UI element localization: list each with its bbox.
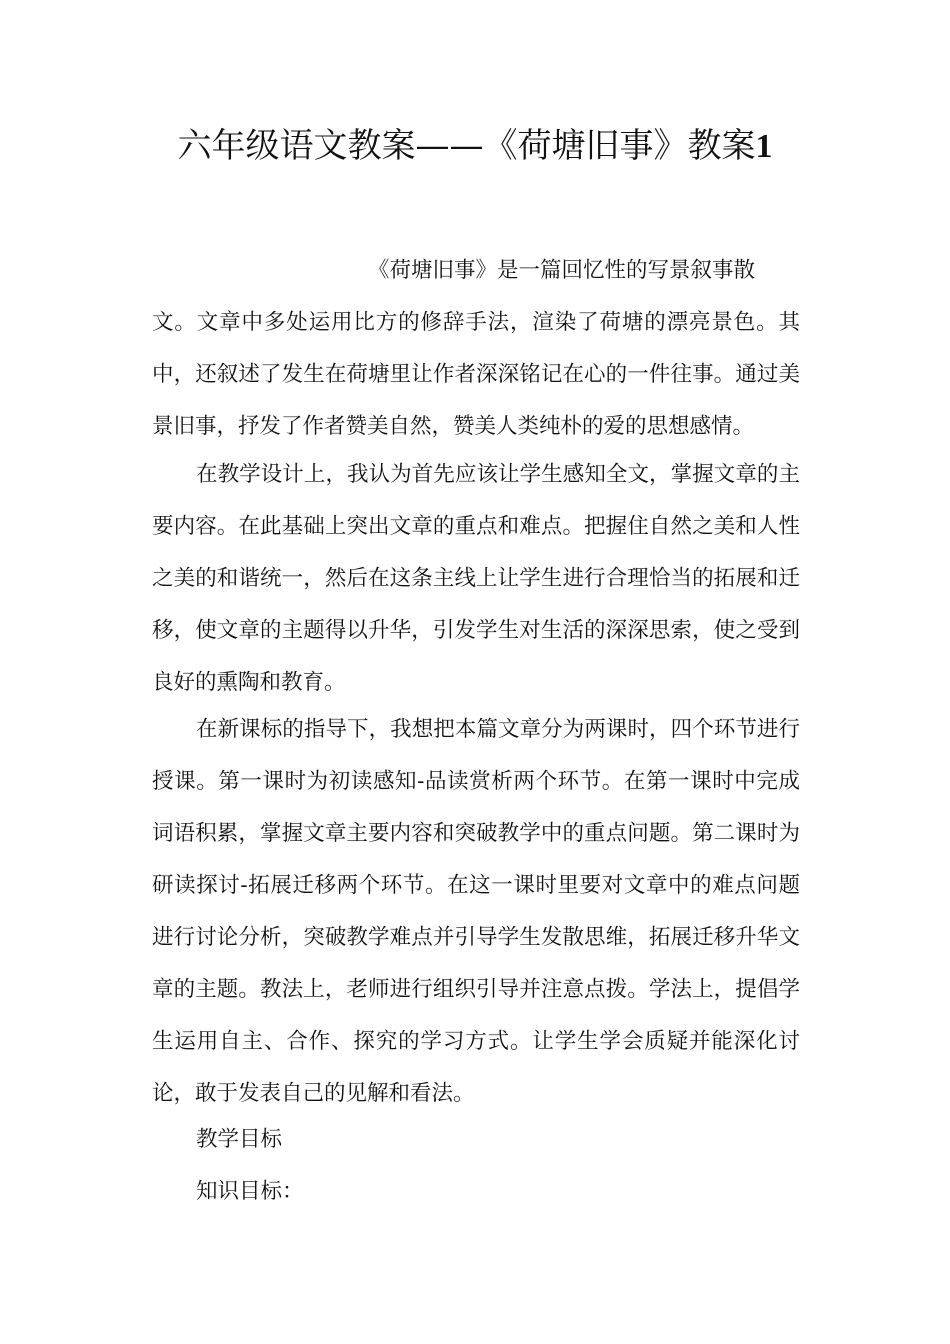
design-paragraph: 在教学设计上，我认为首先应该让学生感知全文，掌握文章的主要内容。在此基础上突出文章的重点和难点。把握住自然之美和人性之美的和谐统一，然后在这条主线上让学生进行合理恰当的拓展和迁移，使文章的主题得以升华，引发学生对生活的深深思索，使之受到良好的熏陶和教育。 (152, 462, 800, 695)
teaching-goals-heading: 教学目标 (196, 1127, 283, 1152)
intro-paragraph-continued: 文。文章中多处运用比方的修辞手法，渲染了荷塘的漂亮景色。其中，还叙述了发生在荷塘里让作者深深铭记在心的一件往事。通过美景旧事，抒发了作者赞美自然，赞美人类纯朴的爱的思想感情。 (152, 310, 800, 439)
document-title (0, 122, 950, 171)
lesson-plan-paragraph: 在新课标的指导下，我想把本篇文章分为两课时，四个环节进行授课。第一课时为初读感知-品读赏析两个环节。在第一课时中完成词语积累，掌握文章主要内容和突破教学中的重点问题。第二课时为研读探讨-拓展迁移两个环节。在这一课时里要对文章中的难点问题进行讨论分析，突破教学难点并引导学生发散思维，拓展迁移升华文章的主题。教法上，老师进行组织引导并注意点拨。学法上，提倡学生运用自主、合作、探究的学习方式。让学生学会质疑并能深化讨论，敢于发表自己的见解和看法。 (152, 717, 800, 1106)
document-title-number: 1 (755, 128, 773, 165)
intro-paragraph (152, 245, 800, 453)
intro-paragraph-first-line: 《荷塘旧事》是一篇回忆性的写景叙事散 (368, 258, 756, 283)
document-title-text: 六年级语文教案——《荷塘旧事》教案 (177, 126, 756, 166)
knowledge-goals-heading: 知识目标： (196, 1179, 304, 1204)
